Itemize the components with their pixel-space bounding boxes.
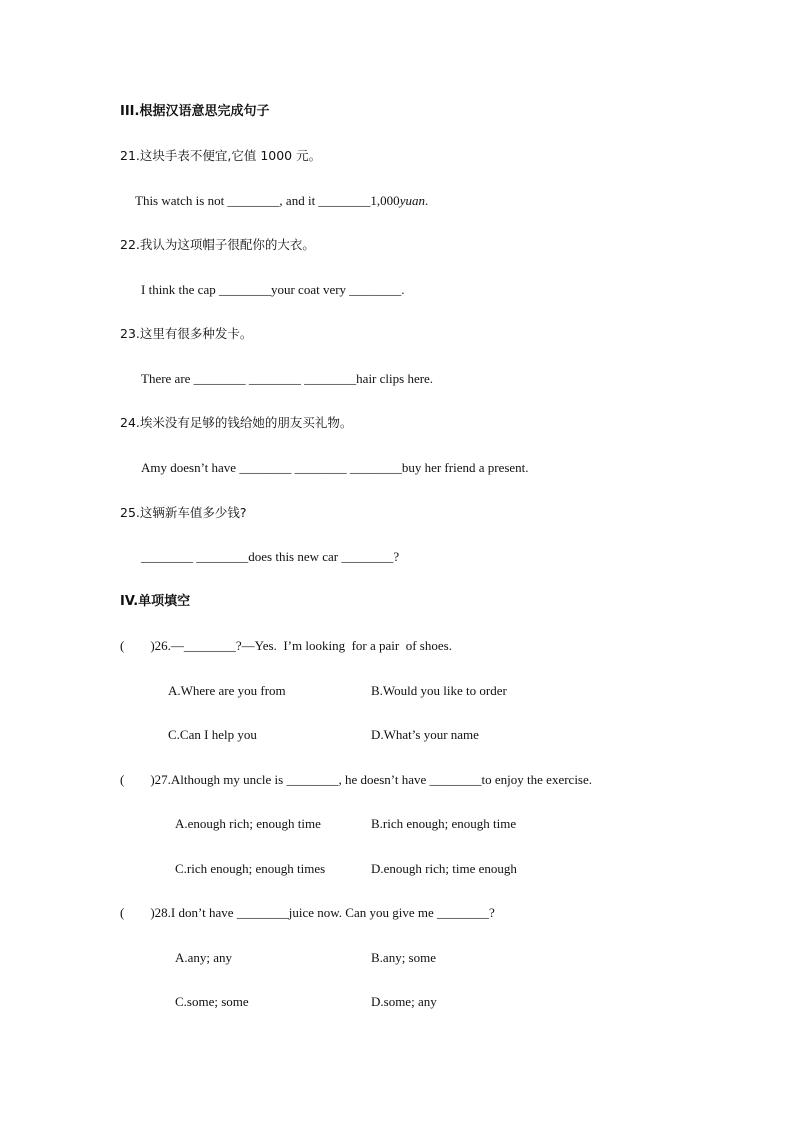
question-24-chinese: 24.埃米没有足够的钱给她的朋友买礼物。	[120, 415, 353, 430]
question-21-chinese: 21.这块手表不便宜,它值 1000 元。	[120, 148, 322, 163]
question-25-chinese: 25.这辆新车值多少钱?	[120, 505, 247, 520]
question-26-option-d: D.What’s your name	[371, 727, 479, 742]
question-26-option-b: B.Would you like to order	[371, 683, 507, 698]
question-24-english: Amy doesn’t have ________ ________ ________buy her friend a present.	[141, 460, 529, 475]
question-27-option-a: A.enough rich; enough time	[175, 816, 321, 831]
question-21-english-yuan: yuan	[399, 193, 425, 208]
question-27-option-c: C.rich enough; enough times	[175, 861, 326, 876]
question-22-chinese: 22.我认为这项帽子很配你的大衣。	[120, 237, 315, 252]
question-28-option-d: D.some; any	[371, 994, 437, 1009]
question-27-stem: ( )27.Although my uncle is ________, he doesn’t have ________to enjoy the exercise.	[120, 772, 593, 787]
question-26-stem: ( )26.—________?—Yes. I’m looking for a pair of shoes.	[120, 638, 452, 653]
question-22-english: I think the cap ________your coat very ________.	[141, 282, 405, 297]
question-27-option-d: D.enough rich; time enough	[371, 861, 517, 876]
question-28-option-b: B.any; some	[371, 950, 436, 965]
question-28-option-c: C.some; some	[175, 994, 249, 1009]
question-23-english: There are ________ ________ ________hair clips here.	[141, 371, 434, 386]
question-21-english	[135, 193, 428, 209]
section-3-heading: III.根据汉语意思完成句子	[120, 104, 270, 119]
question-26-option-a: A.Where are you from	[168, 683, 286, 698]
section-4-heading: IV.单项填空	[120, 594, 191, 609]
question-21-english-period: .	[424, 193, 429, 208]
question-28-stem: ( )28.I don’t have ________juice now. Can you give me ________?	[120, 905, 495, 920]
question-28-option-a: A.any; any	[175, 950, 233, 965]
question-27-option-b: B.rich enough; enough time	[371, 816, 517, 831]
question-26-option-c: C.Can I help you	[168, 727, 257, 742]
question-21-english-text: This watch is not ________, and it ________1,000	[135, 193, 400, 208]
question-25-english: ________ ________does this new car ________?	[141, 549, 400, 564]
question-23-chinese: 23.这里有很多种发卡。	[120, 326, 253, 341]
